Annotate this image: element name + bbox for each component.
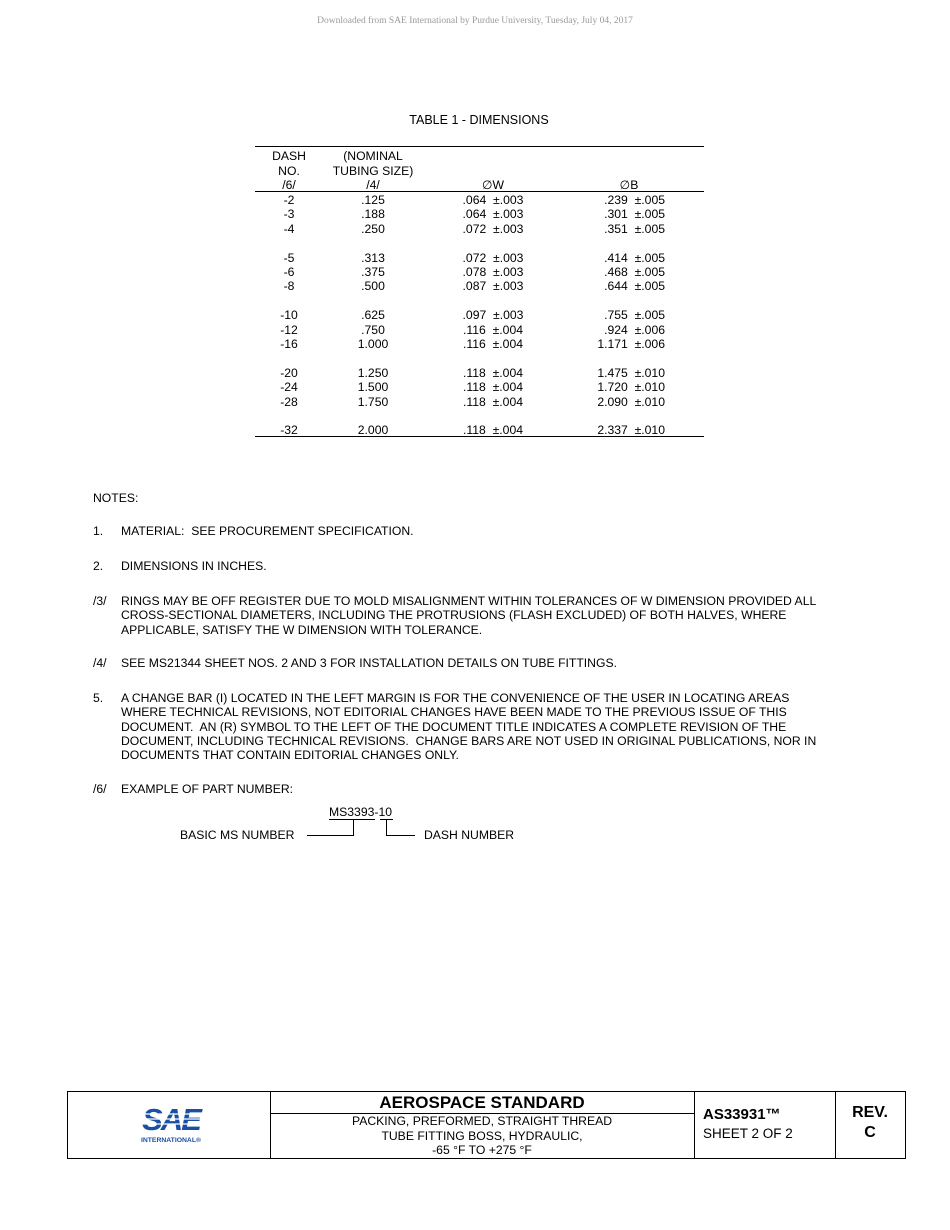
b-cell: .755 ±.005 — [604, 308, 665, 323]
w-cell: .078 ±.003 — [462, 265, 524, 279]
b-cell: .924 ±.006 — [604, 322, 665, 337]
w-cell: .072 ±.003 — [462, 221, 524, 236]
tubing-cell: .375 — [361, 265, 385, 279]
w-cell: .118 ±.004 — [463, 380, 523, 395]
dash-cell: -32 — [280, 423, 298, 438]
dash-cell: -4 — [283, 221, 295, 236]
part-number-base: MS3393 — [329, 805, 375, 819]
tubing-cell: 1.250 — [357, 365, 389, 380]
sae-logo — [138, 1104, 204, 1149]
table-row — [255, 366, 704, 380]
revision-label: REV. — [852, 1104, 888, 1121]
basic-ms-number-label: BASIC MS NUMBER — [180, 828, 295, 842]
revision-cell — [835, 1092, 905, 1158]
header-tubing — [323, 149, 423, 193]
revision-value: C — [864, 1124, 876, 1141]
dimensions-table — [255, 146, 704, 437]
tubing-cell: .500 — [361, 279, 385, 294]
note-line: A CHANGE BAR (I) LOCATED IN THE LEFT MARGIN IS FOR THE CONVENIENCE OF THE USER IN LOCATING AREAS — [121, 691, 790, 705]
base-leader-horizontal — [307, 835, 354, 836]
table-row — [255, 251, 704, 265]
note-line: SEE MS21344 SHEET NOS. 2 AND 3 FOR INSTALLATION DETAILS ON TUBE FITTINGS. — [121, 656, 617, 670]
dash-cell: -12 — [280, 322, 298, 337]
tubing-cell: .125 — [361, 193, 385, 207]
table-row — [255, 308, 704, 322]
note-line: MATERIAL: SEE PROCUREMENT SPECIFICATION. — [121, 524, 414, 538]
part-number-example — [329, 805, 392, 819]
table-row — [255, 395, 704, 409]
note-number: /4/ — [93, 656, 107, 670]
b-cell: .414 ±.005 — [604, 250, 665, 265]
b-cell: .239 ±.005 — [604, 193, 665, 207]
b-cell: .301 ±.005 — [604, 207, 665, 222]
w-cell: .072 ±.003 — [462, 250, 524, 265]
w-cell: .118 ±.004 — [463, 365, 523, 380]
tubing-cell: 1.500 — [357, 380, 389, 395]
part-number-separator: - — [374, 805, 379, 819]
note-line: DOCUMENT. AN (R) SYMBOL TO THE LEFT OF THE DOCUMENT TITLE INDICATES A COMPLETE REVISION OF THE — [121, 719, 787, 734]
note-line: CROSS-SECTIONAL DIAMETERS, INCLUDING THE PROTRUSIONS (FLASH EXCLUDED) OF BOTH HALVES, WHERE — [121, 608, 787, 623]
download-watermark: Downloaded from SAE International by Purdue University, Tuesday, July 04, 2017 — [317, 16, 633, 26]
base-leader-vertical — [353, 819, 354, 835]
table-row — [255, 207, 704, 221]
note-line: WHERE TECHNICAL REVISIONS, NOT EDITORIAL CHANGES HAVE BEEN MADE TO THE PREVIOUS ISSUE OF THIS — [121, 705, 787, 720]
note-line: RINGS MAY BE OFF REGISTER DUE TO MOLD MISALIGNMENT WITHIN TOLERANCES OF W DIMENSION PROVIDED ALL — [121, 594, 817, 608]
table-row — [255, 222, 704, 236]
b-cell: .351 ±.005 — [604, 221, 665, 236]
w-cell: .116 ±.004 — [463, 322, 523, 337]
b-cell: .644 ±.005 — [604, 279, 665, 294]
svg-text:INTERNATIONAL®: INTERNATIONAL® — [140, 1137, 202, 1144]
description-line: TUBE FITTING BOSS, HYDRAULIC, — [381, 1128, 583, 1143]
document-number-cell — [694, 1092, 836, 1158]
header-dash-line: NO. — [278, 163, 300, 178]
b-cell: 2.090 ±.010 — [597, 394, 665, 409]
dash-number-label: DASH NUMBER — [424, 828, 515, 842]
sae-logo-icon — [138, 1104, 204, 1146]
dash-cell: -6 — [283, 265, 295, 279]
table-row — [255, 337, 704, 351]
tubing-cell: .188 — [361, 207, 385, 222]
part-number-dash: 10 — [378, 805, 393, 819]
title-block — [67, 1091, 906, 1159]
tubing-cell: .625 — [361, 308, 385, 323]
title-cell — [270, 1092, 695, 1158]
note-text — [121, 656, 846, 670]
b-cell: 1.171 ±.006 — [597, 337, 665, 351]
notes-label: NOTES: — [93, 491, 139, 505]
dash-cell: -2 — [283, 193, 295, 207]
dash-cell: -28 — [280, 394, 298, 409]
dash-leader-vertical — [386, 819, 387, 835]
sheet-number: SHEET 2 OF 2 — [703, 1126, 793, 1141]
header-w: ∅W — [481, 178, 505, 192]
base-underline — [329, 819, 375, 820]
header-dash — [255, 149, 323, 193]
description-line: -65 °F TO +275 °F — [432, 1143, 532, 1157]
tubing-cell: .313 — [361, 250, 385, 265]
dash-cell: -20 — [280, 365, 298, 380]
header-b: ∅B — [619, 178, 639, 192]
tubing-cell: 1.750 — [357, 394, 389, 409]
w-cell: .087 ±.003 — [462, 279, 524, 294]
standard-heading: AEROSPACE STANDARD — [270, 1092, 694, 1114]
b-cell: 1.475 ±.010 — [597, 365, 665, 380]
dash-cell: -10 — [280, 308, 298, 323]
w-cell: .097 ±.003 — [462, 308, 524, 323]
note-text — [121, 559, 846, 573]
table-row — [255, 279, 704, 293]
document-number: AS33931™ — [703, 1106, 781, 1123]
note-number: 5. — [93, 691, 104, 705]
w-cell: .118 ±.004 — [463, 394, 523, 409]
b-cell: 2.337 ±.010 — [597, 423, 665, 438]
note-line: EXAMPLE OF PART NUMBER: — [121, 782, 294, 796]
note-line: DOCUMENTS THAT CONTAIN EDITORIAL CHANGES ONLY. — [121, 748, 459, 763]
table-body — [255, 192, 704, 436]
note-number: /3/ — [93, 594, 107, 608]
svg-text:SAE: SAE — [142, 1104, 200, 1137]
b-cell: .468 ±.005 — [604, 265, 665, 279]
tubing-cell: 1.000 — [357, 337, 389, 351]
header-tubing-line: TUBING SIZE) — [332, 163, 414, 178]
note-number: 1. — [93, 524, 104, 538]
tubing-cell: 2.000 — [357, 423, 389, 438]
note-line: APPLICABLE, SATISFY THE W DIMENSION WITH TOLERANCE. — [121, 622, 483, 637]
dash-leader-horizontal — [386, 835, 415, 836]
w-cell: .064 ±.003 — [462, 193, 524, 207]
note-text — [121, 691, 846, 762]
logo-cell — [68, 1092, 271, 1158]
standard-description — [270, 1114, 694, 1158]
dash-cell: -16 — [280, 337, 298, 351]
table-row — [255, 423, 704, 437]
dash-cell: -5 — [283, 250, 295, 265]
note-number: 2. — [93, 559, 104, 573]
table-row — [255, 265, 704, 279]
w-cell: .064 ±.003 — [462, 207, 524, 222]
note-text — [121, 594, 846, 637]
b-cell: 1.720 ±.010 — [597, 380, 665, 395]
table-title: TABLE 1 - DIMENSIONS — [409, 113, 549, 127]
w-cell: .118 ±.004 — [463, 423, 523, 438]
note-number: /6/ — [93, 782, 107, 796]
header-tubing-line: (NOMINAL — [343, 149, 403, 163]
table-row — [255, 193, 704, 207]
header-dash-line: /6/ — [282, 178, 296, 192]
dash-cell: -24 — [280, 380, 298, 395]
header-tubing-line: /4/ — [366, 178, 380, 192]
table-row — [255, 323, 704, 337]
tubing-cell: .750 — [361, 322, 385, 337]
dash-cell: -3 — [283, 207, 295, 222]
note-text — [121, 524, 846, 538]
note-text — [121, 782, 846, 796]
tubing-cell: .250 — [361, 221, 385, 236]
table-header — [255, 147, 704, 192]
w-cell: .116 ±.004 — [463, 337, 523, 351]
header-dash-line: DASH — [272, 149, 306, 163]
table-row — [255, 380, 704, 394]
note-line: DIMENSIONS IN INCHES. — [121, 559, 267, 573]
dash-cell: -8 — [283, 279, 295, 294]
note-line: DOCUMENT, INCLUDING TECHNICAL REVISIONS. CHANGE BARS ARE NOT USED IN ORIGINAL PUBLICATIONS, NOR IN — [121, 733, 817, 748]
description-line: PACKING, PREFORMED, STRAIGHT THREAD — [351, 1114, 613, 1128]
